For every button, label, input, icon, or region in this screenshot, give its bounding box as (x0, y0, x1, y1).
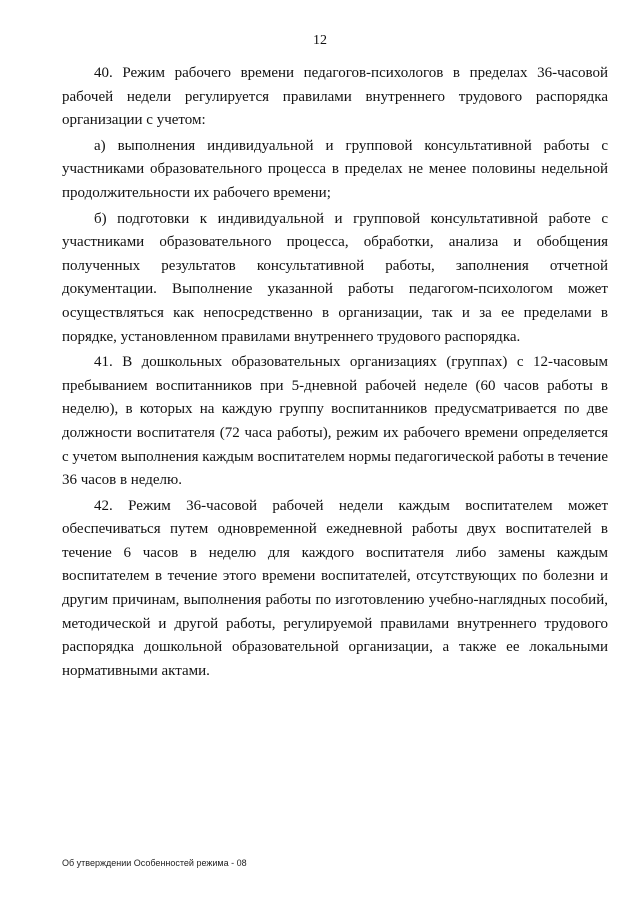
paragraph-40-item-a: а) выполнения индивидуальной и групповой консультативной работы с участниками образовательного процесса в пределах не менее половины недельной продолжительности их рабочего времени; (62, 137, 608, 201)
paragraph-40: 40. Режим рабочего времени педагогов-психологов в пределах 36-часовой рабочей недели регулируется правилами внутреннего трудового распорядка организации с учетом: (62, 65, 608, 129)
paragraph-41: 41. В дошкольных образовательных организациях (группах) с 12-часовым пребыванием воспитанников при 5-дневной рабочей неделе (60 часов работы в неделю), в которых на каждую группу воспитанников предусматривается по две должности воспитателя (72 часа работы), режим их рабочего времени определяется с учетом выполнения каждым воспитателем нормы педагогической работы в течение 36 часов в неделю. (62, 354, 608, 489)
page-number: 12 (313, 33, 327, 48)
document-body (62, 62, 608, 683)
document-footer: Об утверждении Особенностей режима - 08 (62, 858, 247, 868)
paragraph-40-item-b: б) подготовки к индивидуальной и групповой консультативной работе с участниками образовательного процесса, обработки, анализа и обобщения полученных результатов консультативной работы, заполнения отчетной документации. Выполнение указанной работы педагогом-психологом может осуществляться как непосредственно в организации, так и за ее пределами в порядке, установленном правилами внутреннего трудового распорядка. (62, 210, 608, 345)
paragraph-42: 42. Режим 36-часовой рабочей недели каждым воспитателем может обеспечиваться путем одновременной ежедневной работы двух воспитателей в течение 6 часов в неделю для каждого воспитателя либо замены каждым воспитателем в течение этого времени воспитателей, отсутствующих по болезни и другим причинам, выполнения работы по изготовлению учебно-наглядных пособий, методической и другой работы, регулируемой правилами внутреннего трудового распорядка дошкольной образовательной организации, а также ее локальными нормативными актами. (62, 497, 608, 679)
